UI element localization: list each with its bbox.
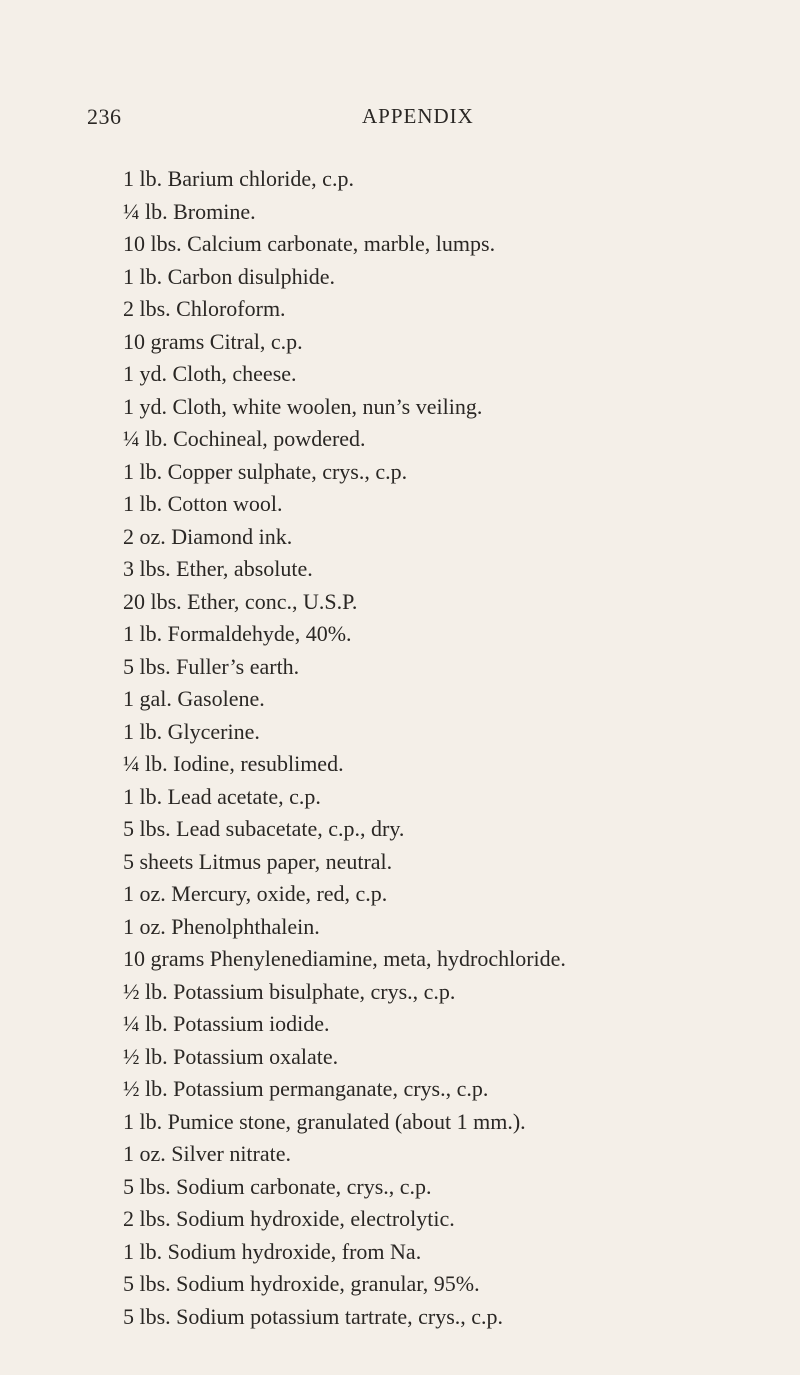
list-item: 1 oz. Phenolphthalein. (123, 913, 320, 939)
list-item: 5 lbs. Sodium potassium tartrate, crys., c.p. (123, 1303, 504, 1329)
list-item: 10 grams Phenylenediamine, meta, hydrochloride. (123, 946, 566, 971)
list-item: 1 oz. Mercury, oxide, red, c.p. (123, 881, 388, 906)
list-item: 5 lbs. Sodium carbonate, crys., c.p. (123, 1173, 432, 1199)
list-item: ¼ lb. Bromine. (123, 198, 256, 224)
list-item: 2 oz. Diamond ink. (123, 523, 293, 549)
list-item: 3 lbs. Ether, absolute. (123, 556, 313, 581)
list-item: 10 grams Citral, c.p. (123, 328, 303, 354)
page-header (0, 104, 800, 134)
list-item: 1 lb. Barium chloride, c.p. (123, 166, 354, 191)
list-item: 1 lb. Pumice stone, granulated (about 1 mm.). (123, 1108, 526, 1134)
list-item: 1 lb. Copper sulphate, crys., c.p. (123, 458, 408, 484)
page-number: 236 (87, 104, 122, 129)
list-item: 5 lbs. Lead subacetate, c.p., dry. (123, 816, 405, 841)
list-item: 1 lb. Formaldehyde, 40%. (123, 621, 352, 646)
list-item: ¼ lb. Iodine, resublimed. (123, 751, 344, 776)
list-item: ½ lb. Potassium bisulphate, crys., c.p. (123, 978, 456, 1004)
list-item: 1 lb. Cotton wool. (123, 491, 283, 516)
list-item: 1 lb. Lead acetate, c.p. (123, 783, 321, 809)
list-item: ¼ lb. Potassium iodide. (123, 1011, 330, 1036)
list-item: 5 lbs. Sodium hydroxide, granular, 95%. (123, 1271, 480, 1296)
list-item: 1 yd. Cloth, white woolen, nun’s veiling. (123, 393, 483, 419)
list-item: 1 yd. Cloth, cheese. (123, 361, 297, 386)
list-item: 5 sheets Litmus paper, neutral. (123, 848, 393, 874)
list-item: 10 lbs. Calcium carbonate, marble, lumps. (123, 231, 496, 256)
list-item: 2 lbs. Sodium hydroxide, electrolytic. (123, 1206, 455, 1231)
list-item: ¼ lb. Cochineal, powdered. (123, 426, 366, 451)
list-item: 5 lbs. Fuller’s earth. (123, 653, 300, 679)
list-item: ½ lb. Potassium oxalate. (123, 1043, 339, 1069)
list-item: 1 lb. Glycerine. (123, 718, 260, 744)
list-item: 1 lb. Carbon disulphide. (123, 263, 336, 289)
list-item: ½ lb. Potassium permanganate, crys., c.p. (123, 1076, 489, 1101)
list-item: 20 lbs. Ether, conc., U.S.P. (123, 588, 358, 614)
list-item: 1 oz. Silver nitrate. (123, 1141, 292, 1166)
list-item: 1 lb. Sodium hydroxide, from Na. (123, 1238, 422, 1264)
supply-list (123, 163, 800, 1333)
list-item: 2 lbs. Chloroform. (123, 296, 286, 321)
running-head: APPENDIX (362, 104, 474, 128)
list-item: 1 gal. Gasolene. (123, 686, 265, 711)
